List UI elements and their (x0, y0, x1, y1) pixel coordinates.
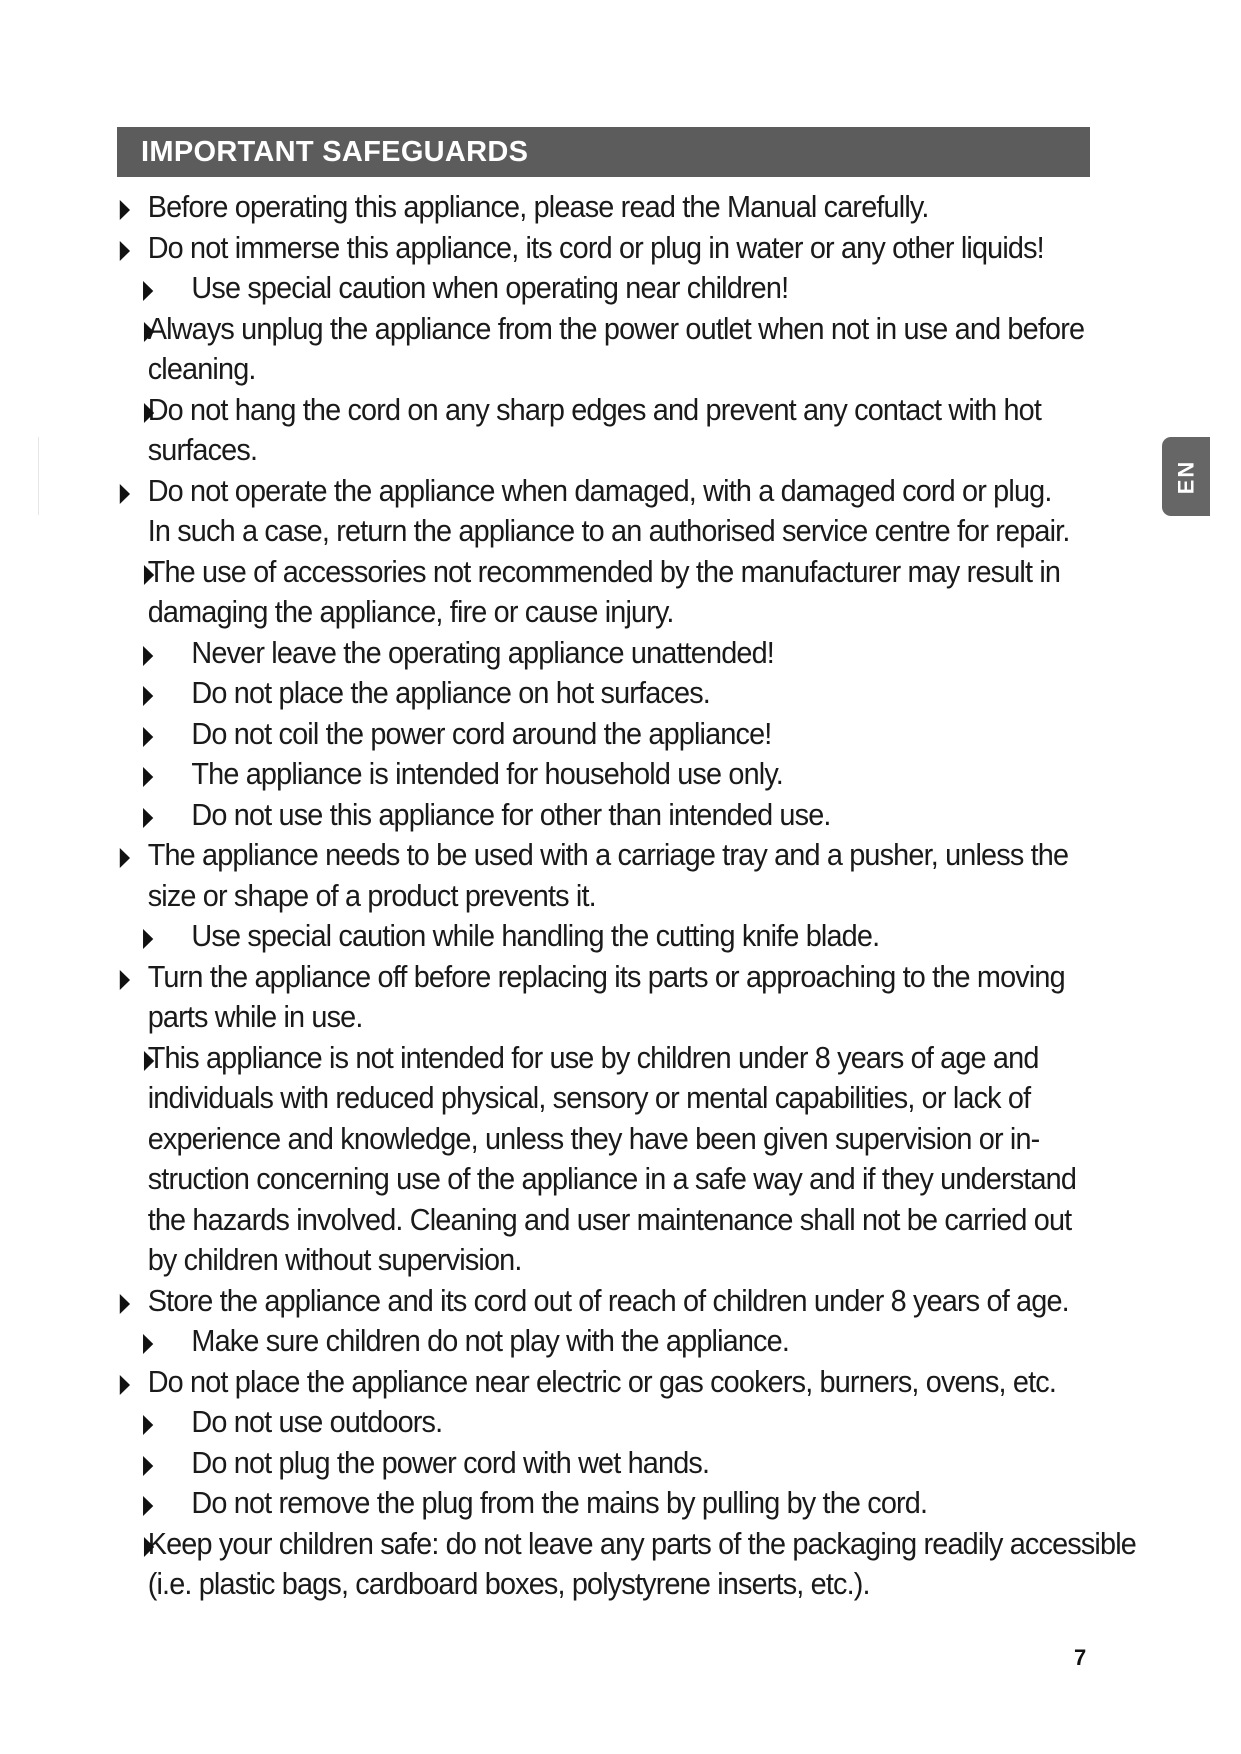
list-item-line: Never leave the operating appliance unattended! (191, 634, 774, 670)
list-item (117, 187, 1087, 228)
list-item (117, 1362, 1087, 1403)
list-item-line: Do not place the appliance on hot surfaces. (191, 675, 710, 710)
list-item-line: Use special caution while handling the cutting knife blade. (191, 918, 880, 953)
bullet-icon (144, 1537, 154, 1557)
list-item (117, 673, 1131, 714)
list-item-line: individuals with reduced physical, sensory or mental capabilities, or lack of (147, 1080, 1031, 1115)
list-item (117, 1402, 1131, 1443)
list-item (117, 228, 1087, 269)
safeguards-list (117, 187, 1136, 1605)
list-item (117, 1321, 1131, 1362)
list-item-line: Turn the appliance off before replacing its parts or approaching to the moving (147, 958, 1065, 994)
list-item-line: experience and knowledge, unless they have been given supervision or in- (147, 1120, 1040, 1156)
list-item (117, 552, 1087, 633)
bullet-icon (143, 1496, 153, 1516)
bullet-icon (143, 727, 153, 747)
bullet-icon (143, 1334, 153, 1354)
bullet-icon (143, 646, 153, 666)
list-item-line: Keep your children safe: do not leave any parts of the packaging readily accessible (147, 1525, 1136, 1561)
list-item-line: struction concerning use of the appliance in a safe way and if they understand (147, 1161, 1077, 1196)
list-item (117, 754, 1131, 795)
language-tab-label: EN (1173, 459, 1198, 494)
list-item (117, 835, 1087, 916)
list-item (117, 471, 1087, 552)
list-item (117, 916, 1131, 957)
list-item-line: the hazards involved. Cleaning and user maintenance shall not be carried out (147, 1201, 1072, 1237)
list-item (117, 1483, 1131, 1524)
list-item-line: damaging the appliance, fire or cause injury. (147, 594, 674, 629)
list-item (117, 390, 1087, 471)
list-item (117, 714, 1131, 755)
margin-divider (38, 437, 39, 515)
list-item (117, 795, 1131, 836)
bullet-icon (120, 970, 130, 990)
bullet-icon (120, 1294, 130, 1314)
list-item (117, 1281, 1087, 1322)
list-item (117, 268, 1131, 309)
bullet-icon (144, 1051, 154, 1071)
list-item-line: The appliance needs to be used with a carriage tray and a pusher, unless the (147, 837, 1069, 872)
list-item-line: surfaces. (147, 432, 258, 467)
list-item-line: Do not hang the cord on any sharp edges and prevent any contact with hot (147, 391, 1042, 427)
bullet-icon (143, 686, 153, 706)
bullet-icon (143, 1456, 153, 1476)
list-item-line: Before operating this appliance, please read the Manual carefully. (147, 189, 929, 224)
bullet-icon (120, 200, 130, 220)
list-item-line: The appliance is intended for household use only. (191, 756, 783, 791)
bullet-icon (144, 322, 154, 342)
list-item-line: The use of accessories not recommended by the manufacturer may result in (147, 553, 1061, 589)
bullet-icon (120, 848, 130, 868)
list-item-line: Always unplug the appliance from the power outlet when not in use and before (147, 310, 1085, 346)
list-item (117, 309, 1087, 390)
list-item-line: Use special caution when operating near children! (191, 270, 789, 305)
section-header (117, 127, 1090, 177)
list-item-line: by children without supervision. (147, 1242, 522, 1277)
list-item-line: size or shape of a product prevents it. (147, 877, 596, 913)
list-item-line: Do not use this appliance for other than intended use. (191, 796, 831, 832)
language-tab (1162, 437, 1210, 516)
list-item-line: Do not place the appliance near electric or gas cookers, burners, ovens, etc. (147, 1363, 1056, 1399)
page-number: 7 (1074, 1645, 1087, 1670)
list-item-line: This appliance is not intended for use by children under 8 years of age and (147, 1039, 1039, 1075)
bullet-icon (120, 1375, 130, 1395)
bullet-icon (143, 767, 153, 787)
bullet-icon (143, 929, 153, 949)
section-title: IMPORTANT SAFEGUARDS (141, 135, 529, 168)
list-item-line: Do not coil the power cord around the appliance! (191, 715, 772, 751)
bullet-icon (144, 403, 154, 423)
list-item-line: cleaning. (147, 351, 256, 386)
bullet-icon (144, 565, 154, 585)
bullet-icon (120, 484, 130, 504)
list-item-line: Do not remove the plug from the mains by pulling by the cord. (191, 1485, 928, 1520)
list-item-line: In such a case, return the appliance to an authorised service centre for repair. (147, 513, 1070, 548)
bullet-icon (143, 1415, 153, 1435)
list-item (117, 1524, 1136, 1605)
list-item-line: Do not operate the appliance when damaged, with a damaged cord or plug. (147, 472, 1052, 508)
list-item-line: Do not immerse this appliance, its cord or plug in water or any other liquids! (147, 229, 1044, 265)
list-item-line: Make sure children do not play with the appliance. (191, 1323, 789, 1358)
list-item-line: (i.e. plastic bags, cardboard boxes, polystyrene inserts, etc.). (147, 1566, 870, 1601)
bullet-icon (143, 281, 153, 301)
list-item (117, 1038, 1087, 1281)
list-item-line: parts while in use. (147, 999, 363, 1034)
bullet-icon (143, 808, 153, 828)
list-item (117, 957, 1087, 1038)
list-item-line: Do not use outdoors. (191, 1404, 443, 1439)
bullet-icon (120, 241, 130, 261)
list-item (117, 1443, 1131, 1484)
list-item-line: Do not plug the power cord with wet hands. (191, 1444, 710, 1480)
list-item-line: Store the appliance and its cord out of reach of children under 8 years of age. (147, 1282, 1069, 1318)
list-item (117, 633, 1131, 674)
